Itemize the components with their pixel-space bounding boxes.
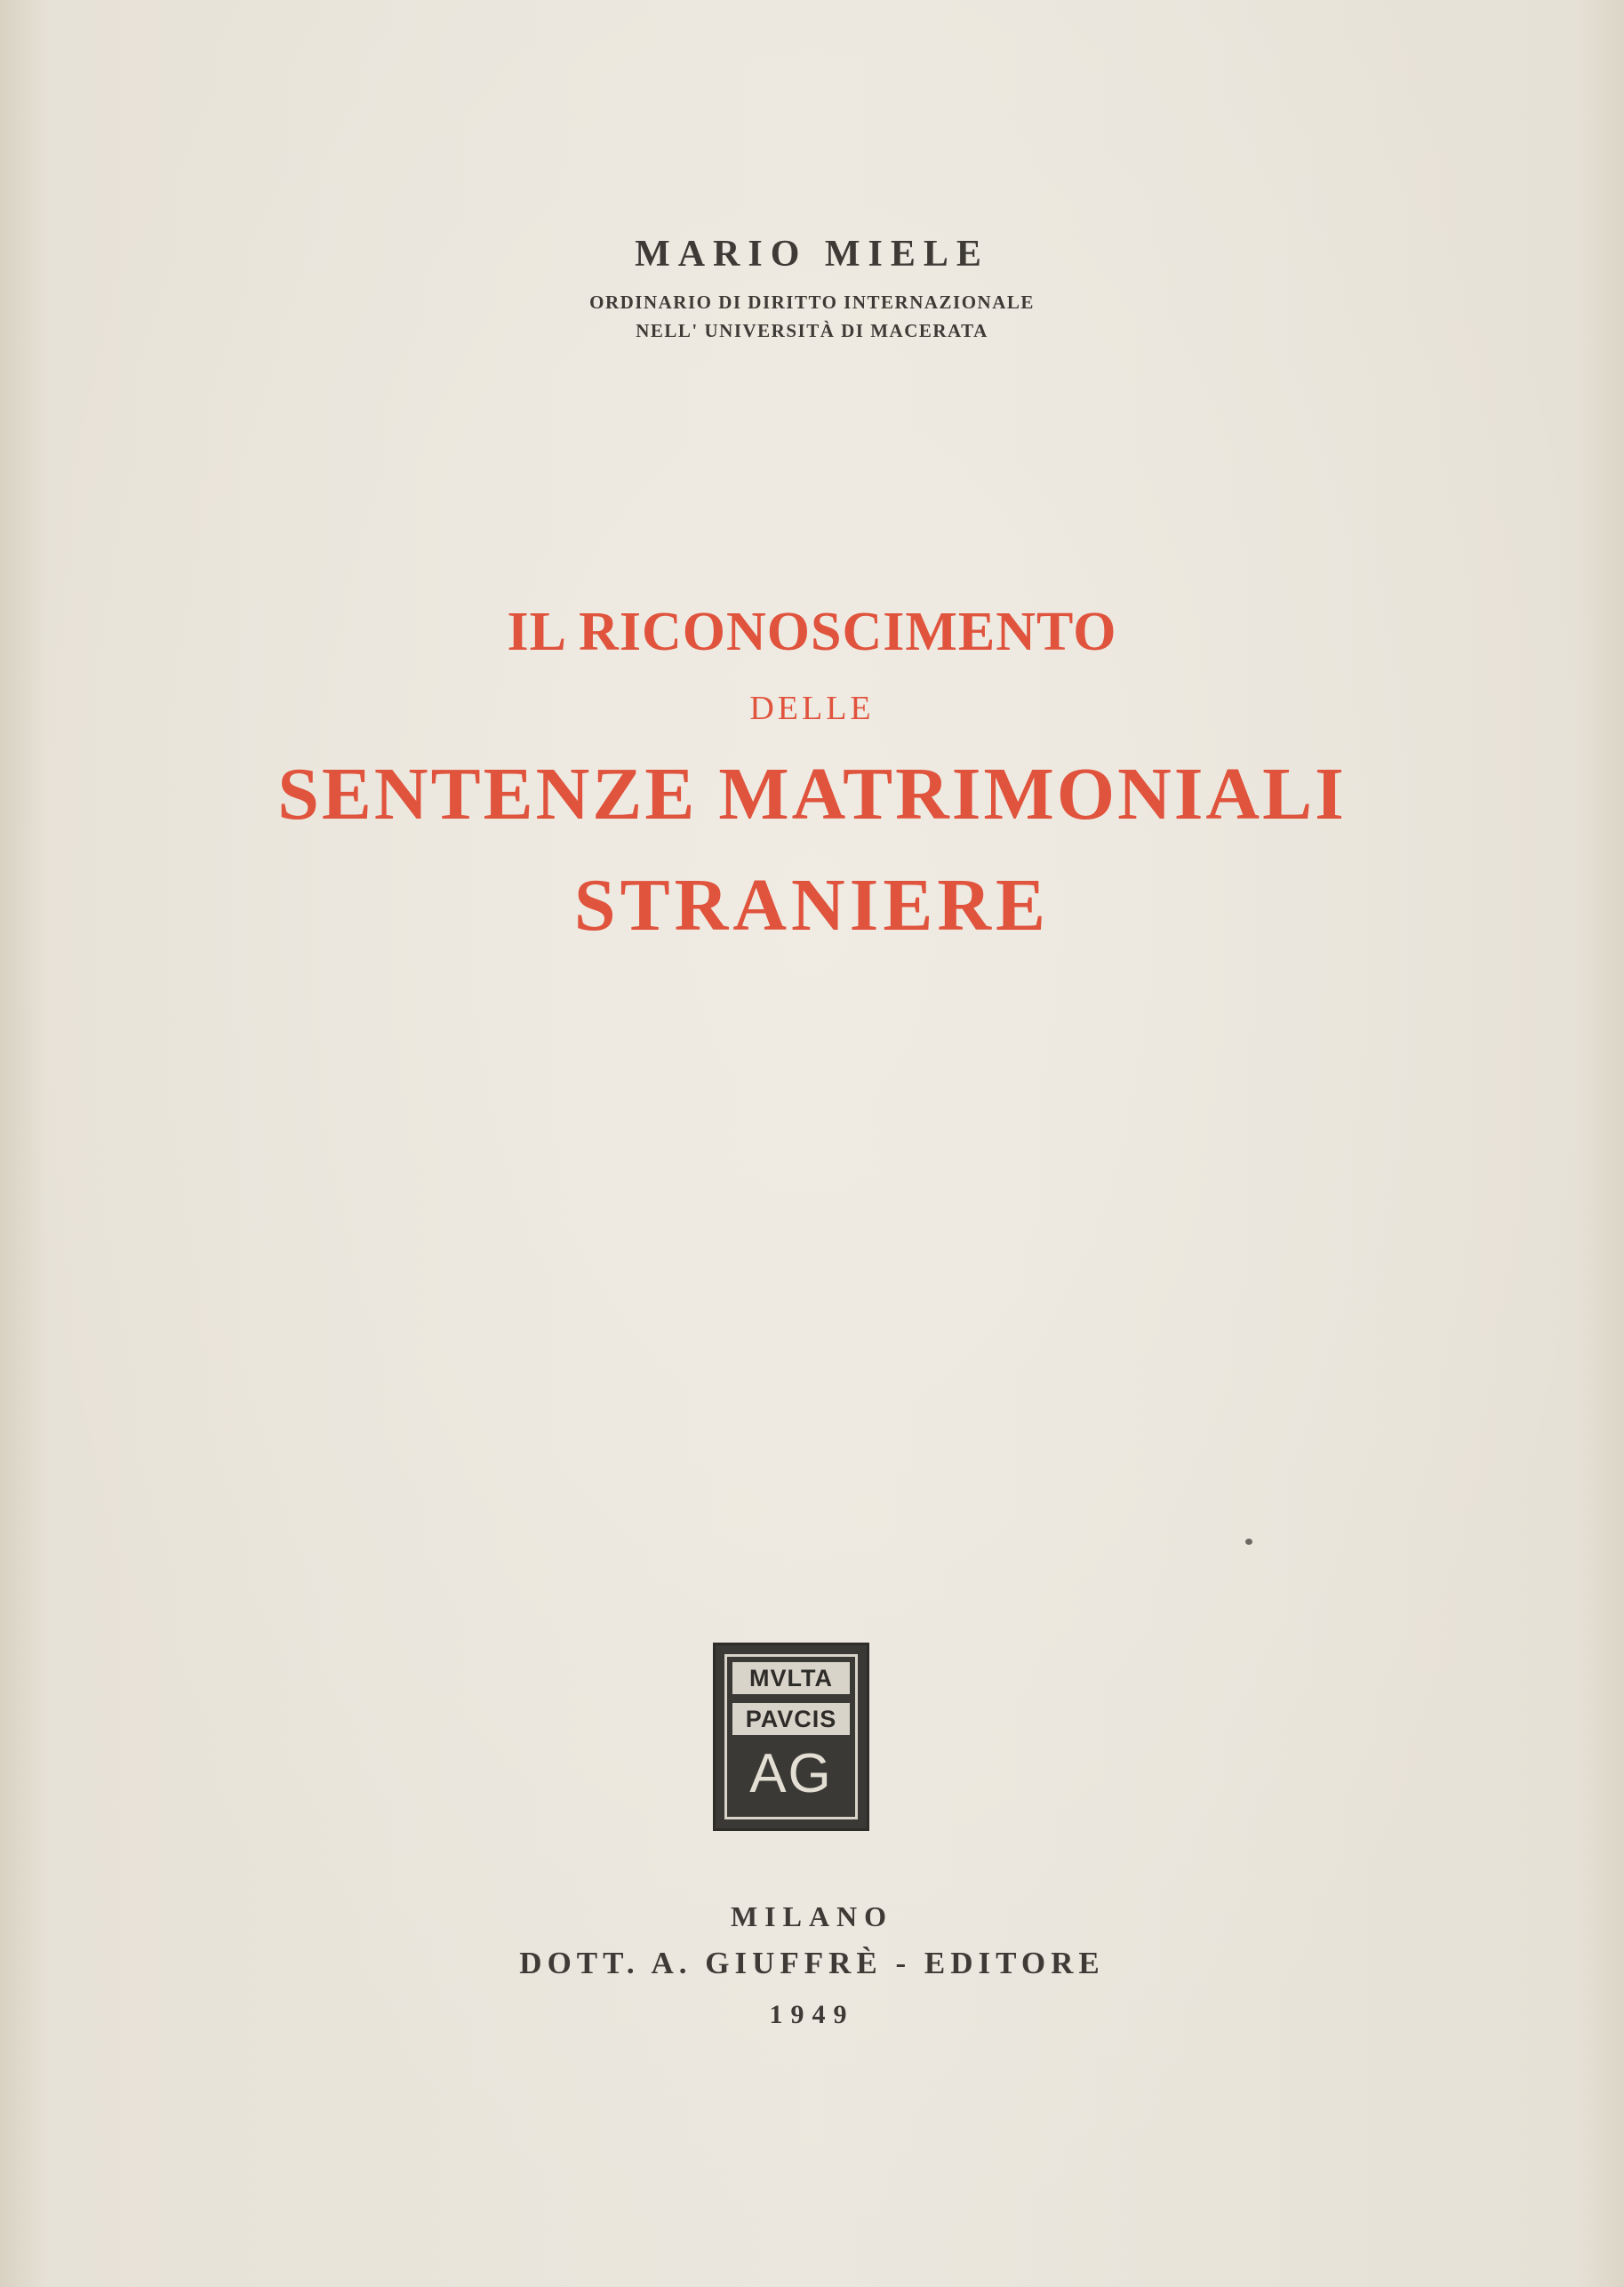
title-line1: IL RICONOSCIMENTO: [507, 602, 1117, 662]
author-affiliation-line1: ORDINARIO DI DIRITTO INTERNAZIONALE: [589, 292, 1035, 313]
imprint-publisher: DOTT. A. GIUFFRÈ - EDITORE: [519, 1946, 1105, 1980]
author-name: MARIO MIELE: [635, 234, 989, 275]
logo-text-line1: MVLTA: [732, 1662, 850, 1694]
title-line3: SENTENZE MATRIMONIALI: [277, 753, 1347, 836]
publisher-logo-frame: [724, 1654, 858, 1819]
author-affiliation-line2: NELL' UNIVERSITÀ DI MACERATA: [636, 320, 988, 341]
publisher-logo: [713, 1643, 869, 1831]
title-line2: DELLE: [749, 690, 875, 727]
imprint-year: 1949: [769, 2000, 855, 2029]
logo-text-line2: PAVCIS: [732, 1703, 850, 1735]
logo-monogram: AG: [749, 1743, 833, 1804]
title-line4: STRANIERE: [573, 864, 1051, 947]
paper-speck: [1245, 1539, 1252, 1545]
imprint-city: MILANO: [730, 1900, 894, 1932]
